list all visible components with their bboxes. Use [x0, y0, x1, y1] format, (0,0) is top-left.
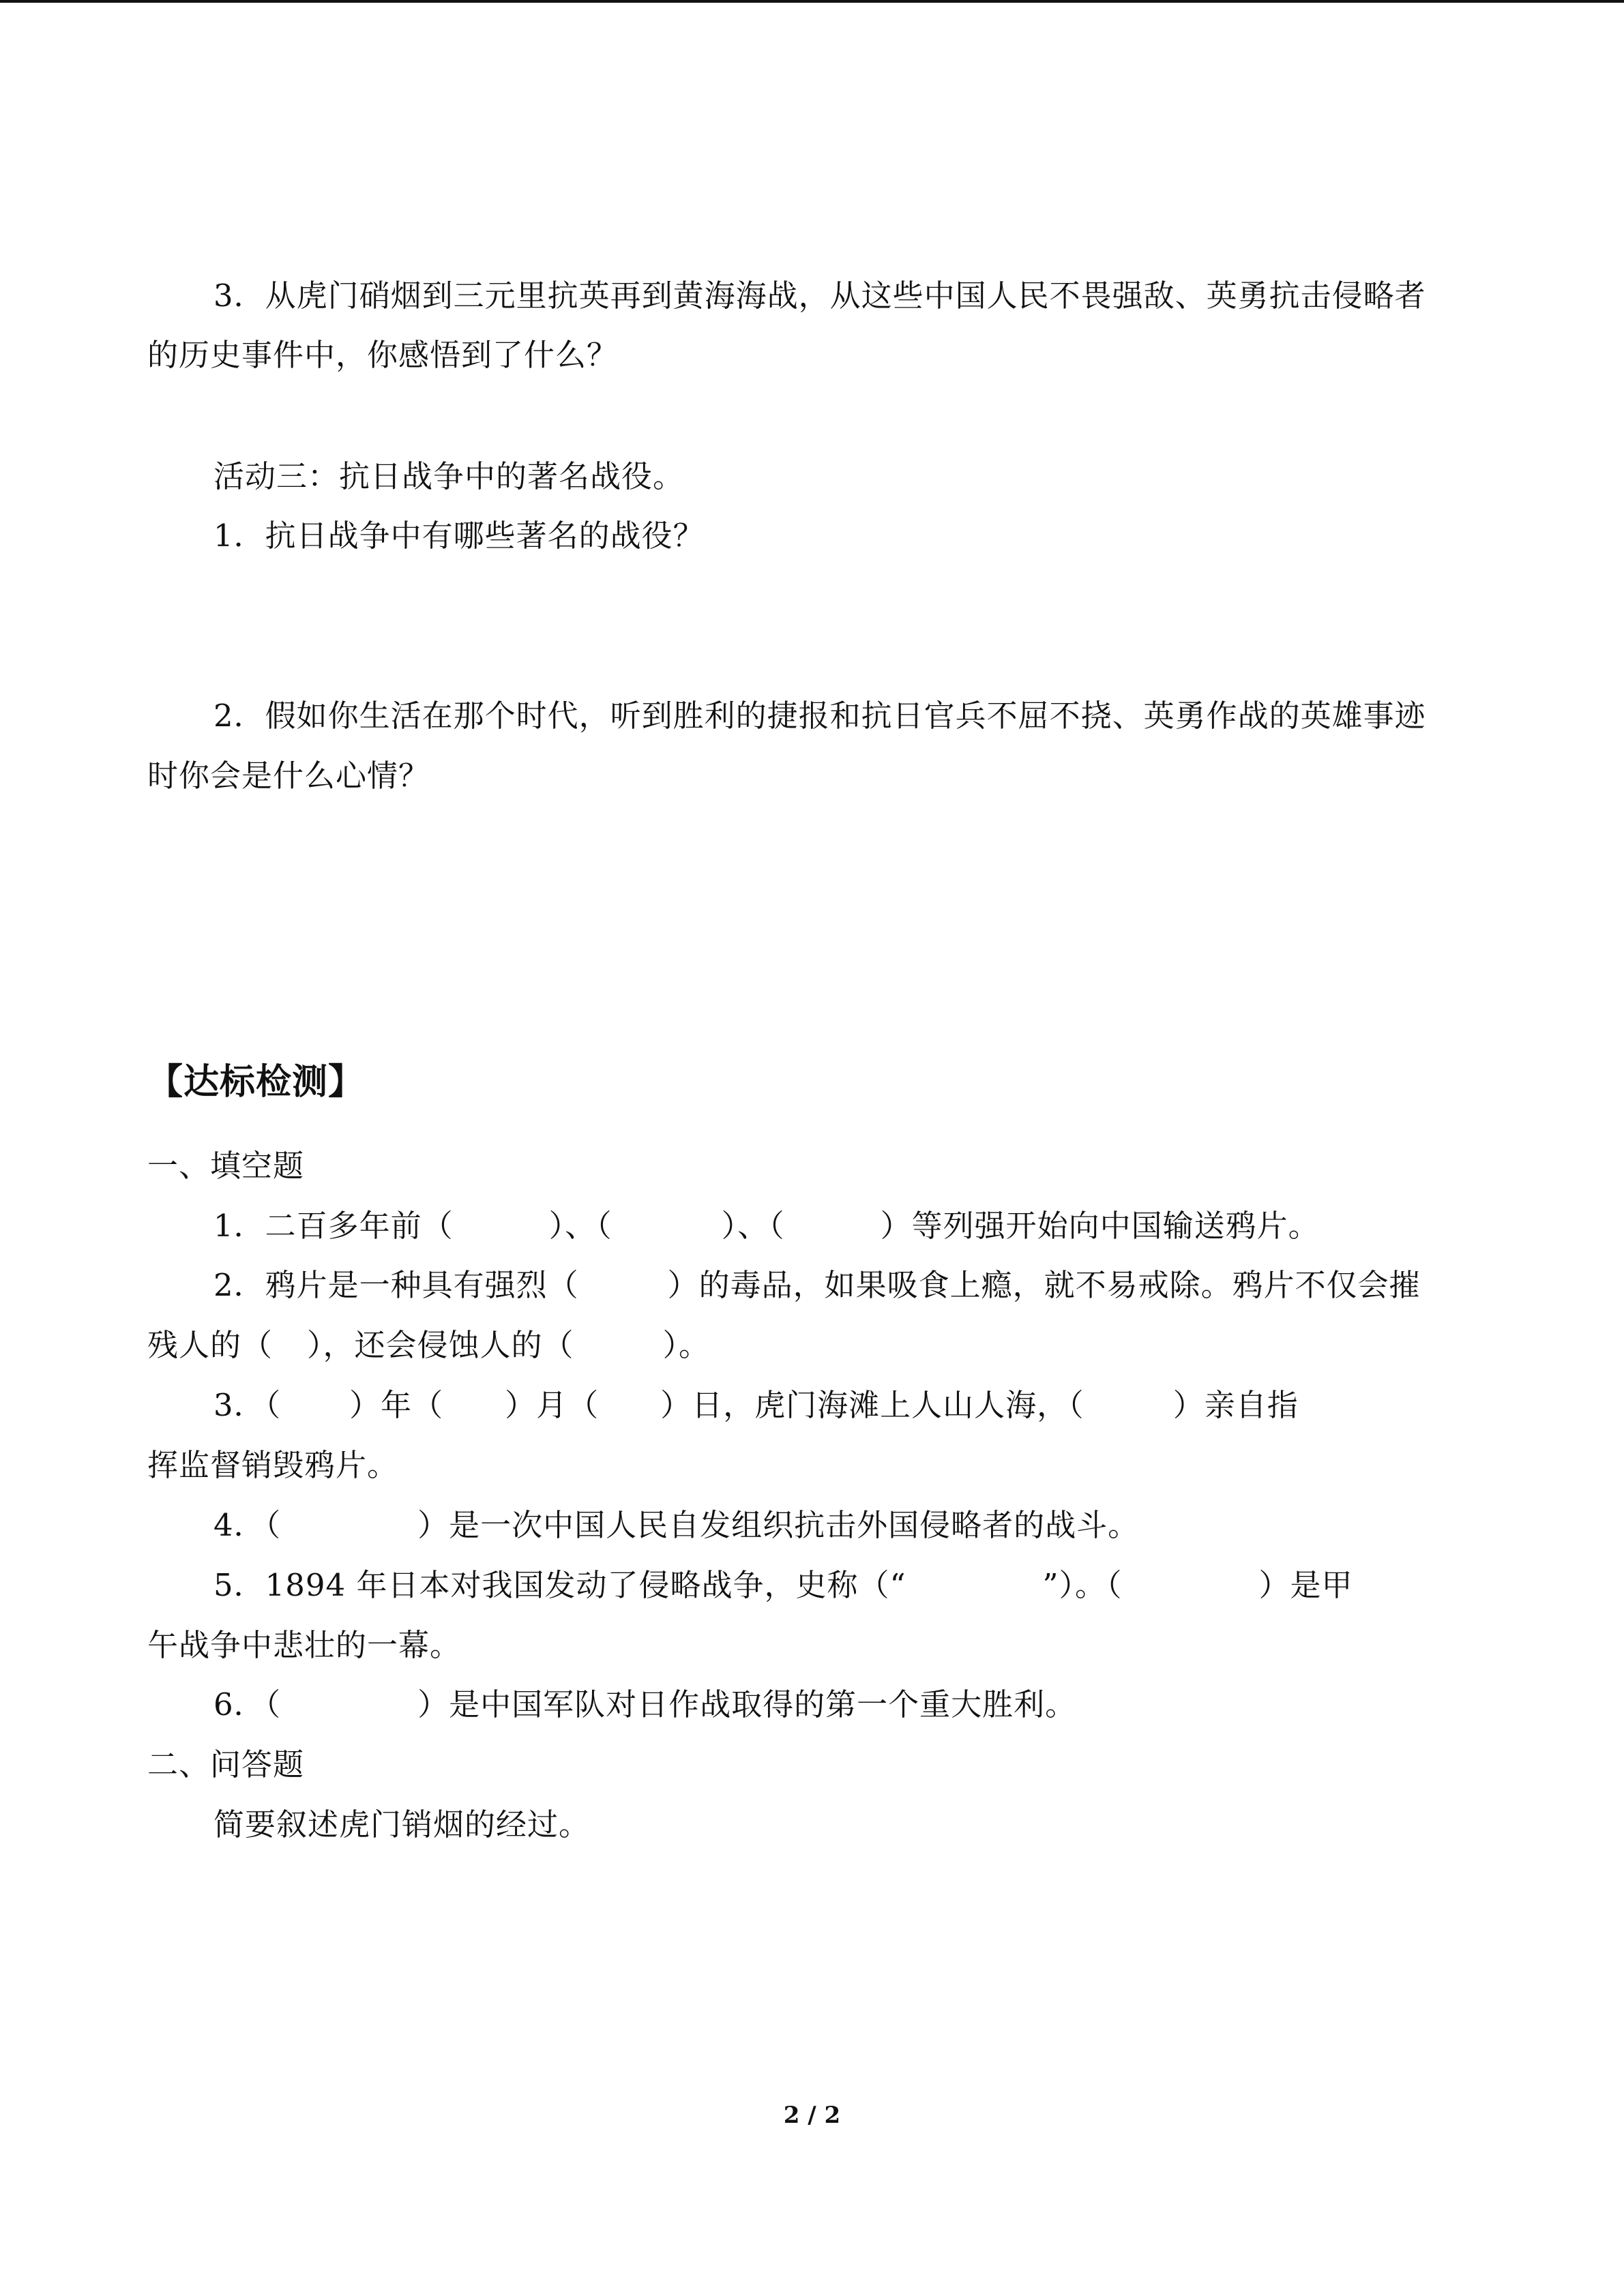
part-1-title: 一、填空题 [147, 1148, 305, 1184]
activity-3-question-2-line1: 2．假如你生活在那个时代，听到胜利的捷报和抗日官兵不屈不挠、英勇作战的英雄事迹 [213, 698, 1426, 734]
fill-question-1: 1．二百多年前（ ）、（ ）、（ ）等列强开始向中国输送鸦片。 [213, 1208, 1320, 1244]
section-heading: 【达标检测】 [147, 1062, 365, 1103]
question-3-line2: 的历史事件中，你感悟到了什么？ [147, 337, 619, 373]
fill-question-2-line2: 残人的（ ），还会侵蚀人的（ ）。 [147, 1327, 711, 1363]
activity-3-question-1: 1．抗日战争中有哪些著名的战役？ [213, 518, 705, 554]
page-top-border [0, 0, 1624, 3]
fill-question-5-line1: 5．1894 年日本对我国发动了侵略战争，史称（“ ”）。（ ）是甲 [213, 1567, 1353, 1603]
essay-question: 简要叙述虎门销烟的经过。 [213, 1806, 591, 1843]
activity-3-question-2-line2: 时你会是什么心情？ [147, 758, 430, 794]
fill-question-5-line2: 午战争中悲壮的一幕。 [147, 1627, 462, 1663]
page-number: 2 / 2 [783, 2102, 841, 2129]
activity-3-title: 活动三：抗日战争中的著名战役。 [213, 458, 685, 494]
fill-question-3-line1: 3．（ ）年（ ）月（ ）日，虎门海滩上人山人海，（ ）亲自指 [213, 1387, 1299, 1423]
fill-question-4: 4．（ ）是一次中国人民自发组织抗击外国侵略者的战斗。 [213, 1507, 1140, 1543]
fill-question-6: 6．（ ）是中国军队对日作战取得的第一个重大胜利。 [213, 1686, 1077, 1723]
fill-question-2-line1: 2．鸦片是一种具有强烈（ ）的毒品，如果吸食上瘾，就不易戒除。鸦片不仅会摧 [213, 1267, 1421, 1303]
question-3-line1: 3．从虎门硝烟到三元里抗英再到黄海海战，从这些中国人民不畏强敌、英勇抗击侵略者 [213, 278, 1426, 314]
part-2-title: 二、问答题 [147, 1746, 305, 1783]
fill-question-3-line2: 挥监督销毁鸦片。 [147, 1447, 399, 1483]
